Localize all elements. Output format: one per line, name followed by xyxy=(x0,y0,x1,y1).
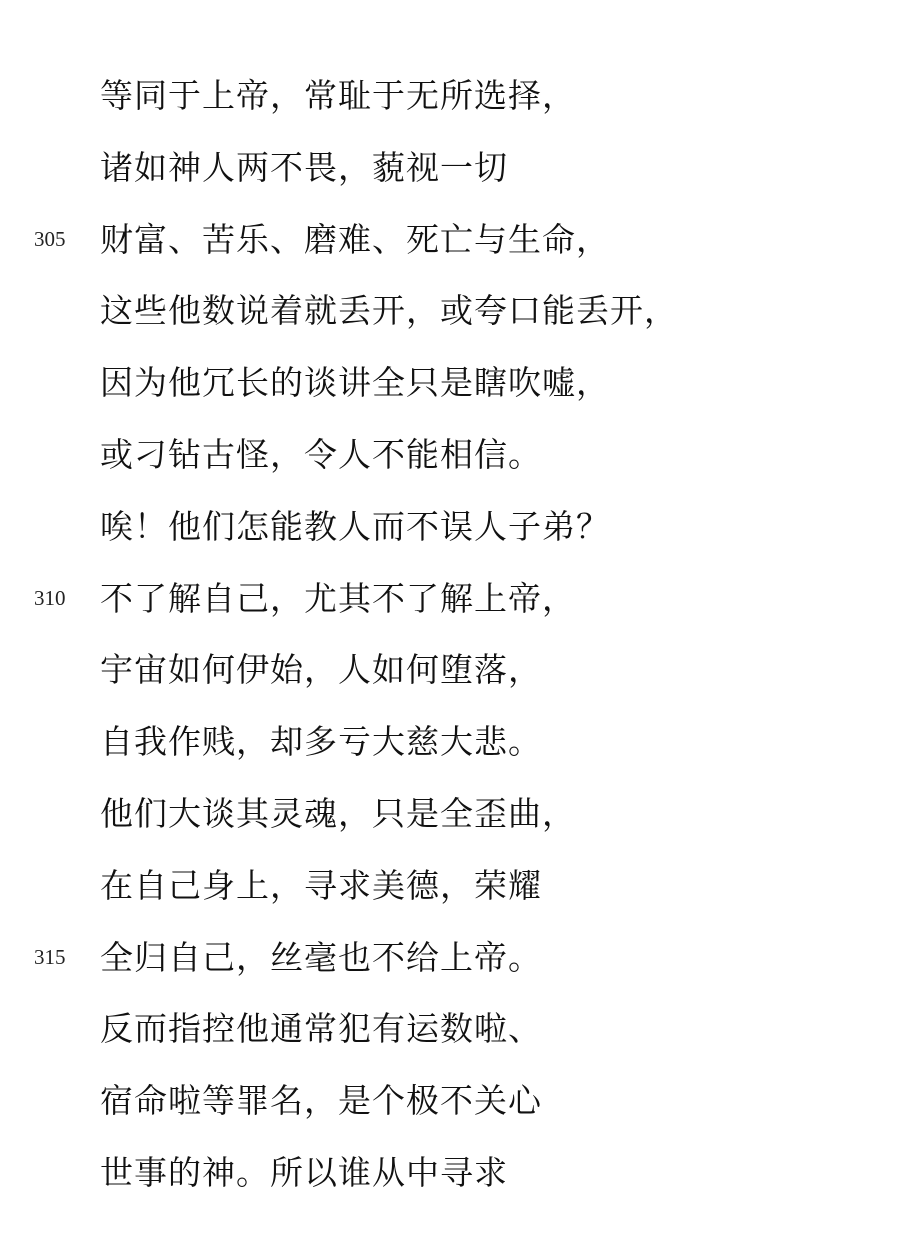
line-text: 宿命啦等罪名，是个极不关心 xyxy=(100,1081,542,1121)
line-text: 唉！他们怎能教人而不误人子弟？ xyxy=(100,506,610,546)
line-text: 或刁钻古怪，令人不能相信。 xyxy=(100,434,542,474)
line-text: 财富、苦乐、磨难、死亡与生命， xyxy=(100,219,610,259)
poem-line xyxy=(0,569,900,641)
line-text: 这些他数说着就丢开，或夸口能丢开， xyxy=(100,291,678,331)
line-text: 在自己身上，寻求美德，荣耀 xyxy=(100,865,542,905)
line-number: 310 xyxy=(34,585,66,610)
poem-line xyxy=(0,66,900,138)
line-text: 诸如神人两不畏，藐视一切 xyxy=(100,147,508,187)
poem-line xyxy=(0,712,900,784)
line-text: 反而指控他通常犯有运数啦、 xyxy=(100,1009,542,1049)
poem-line xyxy=(0,281,900,353)
line-text: 等同于上帝，常耻于无所选择， xyxy=(100,76,576,115)
poem-line xyxy=(0,640,900,712)
line-number: 305 xyxy=(34,226,66,251)
poem-line xyxy=(0,497,900,569)
poem-line xyxy=(0,784,900,856)
line-text: 他们大谈其灵魂，只是全歪曲， xyxy=(100,793,576,833)
line-text: 世事的神。所以谁从中寻求 xyxy=(100,1152,508,1192)
line-text: 宇宙如何伊始，人如何堕落， xyxy=(100,650,542,690)
poem-line xyxy=(0,999,900,1071)
poem-lines xyxy=(0,66,900,1215)
line-text: 因为他冗长的谈讲全只是瞎吹嘘， xyxy=(100,363,610,403)
poem-line xyxy=(0,1071,900,1143)
poem-line xyxy=(0,425,900,497)
poem-line xyxy=(0,210,900,282)
poem-line xyxy=(0,1143,900,1215)
poem-line xyxy=(0,353,900,425)
line-text: 全归自己，丝毫也不给上帝。 xyxy=(100,937,542,977)
line-text: 不了解自己，尤其不了解上帝， xyxy=(100,578,576,618)
poem-line xyxy=(0,928,900,1000)
line-number: 315 xyxy=(34,944,66,969)
poem-line xyxy=(0,856,900,928)
poem-line xyxy=(0,138,900,210)
line-text: 自我作贱，却多亏大慈大悲。 xyxy=(100,722,542,762)
